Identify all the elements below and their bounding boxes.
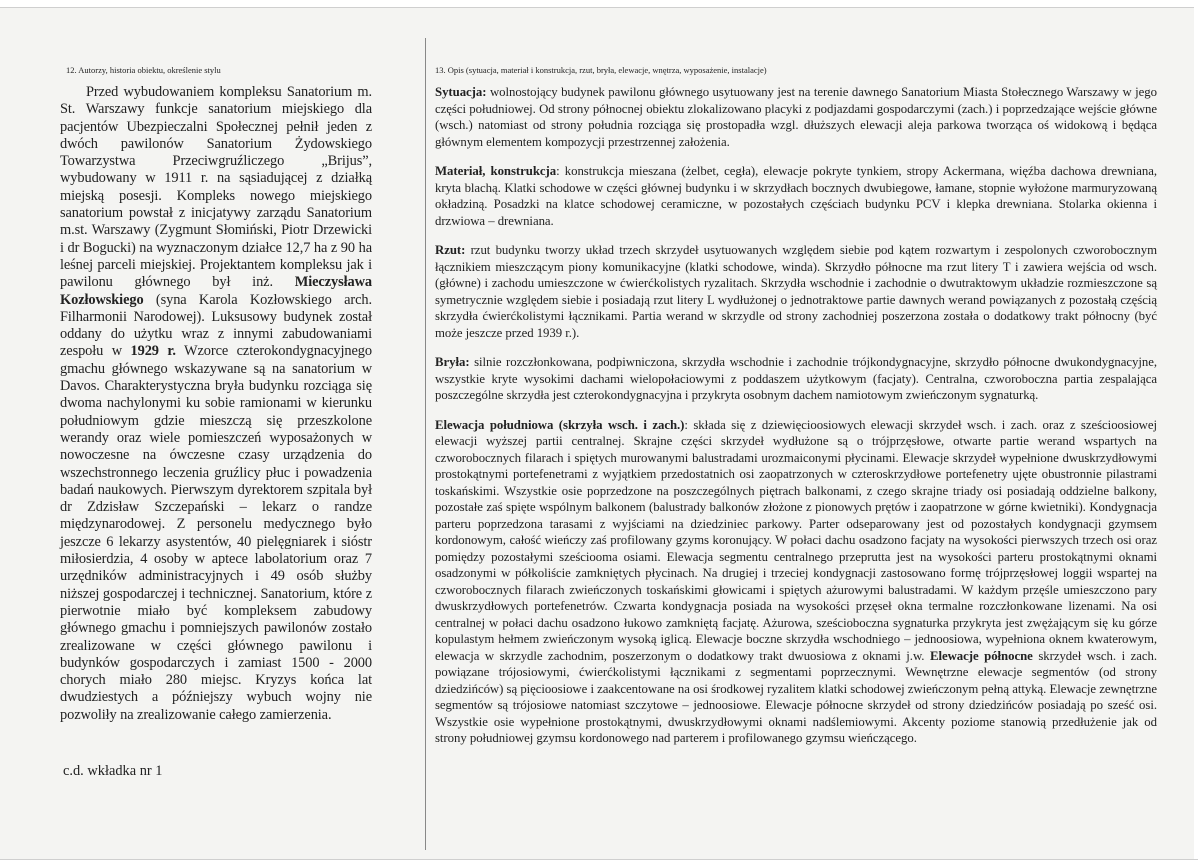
section-13-header: 13. Opis (sytuacja, materiał i konstrukcja, rzut, bryła, elewacje, wnętrza, wyposażenie, instalacje) (435, 65, 767, 75)
bold-text: Sytuacja: (435, 85, 487, 99)
sheet-right-edge (1194, 0, 1198, 865)
text-run: : składa się z dziewięcioosiowych elewacji skrzydeł wsch. i zach. oraz z sześcioosiowej elewacji wyższej partii centralnej. Skrajne części skrzydeł wydłużone są o trójprzęsłowe, otwarte partie werand wspartych na czworobocznych filarach i spiętych murowanymi balustradami urozmaiconymi płycinami. Elewacje skrzydeł wypełnione dwuskrzydłowymi prostokątnymi portefenetrami z wyjątkiem przedostatnich osi zaopatrzonych w czteroskrzydłowe portefenetry ujęte obustronnie pilastrami toskańskimi. Wszystkie osie poprzedzone na poszczególnych piętrach balkonami, z czego skrajne triady osi posiadają oddzielne balkony, pozostałe zaś spięte wspólnym balkonem (balustrady balkonów złożone z pionowych prętów i zaopatrzone w górne kwietniki). Kondygnacja parteru poprzedzona tarasami z wyjściami na dziedziniec parkowy. Parter odseparowany jest od pozostałych kondygnacji gzymsem kordonowym, całość wieńczy zaś profilowany gzyms koronujący. W połaci dachu osadzono facjaty na wysokości pierwszych trzech osi oraz pomiędzy pozostałymi sześciooma osiami. Elewacja segmentu centralnego przeprutta jest na wysokości parteru prostokątnymi oknami osadzonymi w półkoliście zamkniętych płycinach. Na drugiej i trzeciej kondygnacji zastosowano formę trójprzęsłowej loggii wspartej na czworobocznych filarach zwieńczonych toskańskimi głowicami i spiętych ażurowymi balustradami. W każdym przęśle umieszczono pary dwuskrzydłowych portefenetrów. Czwarta kondygnacja posiada na wysokości przęseł okna termalne rozczłonkowane lizenami. Na osi centralnej w połaci dachu osadzono łukowo zamkniętą facjatę. Ażurowa, sześcioboczna sygnaturka przykryta jest zwężającym się ku górze kopulastym hełmem zwieńczonym wysoką iglicą. Elewacje boczne skrzydła wschodniego – jednoosiowa, wypełniona oknem kwaterowym, elewacja w skrzydle zachodnim, poszerzonym o dodatkowy trakt dwuosiowa z oknami j.w. (435, 417, 1157, 663)
text-run: : konstrukcja mieszana (żelbet, cegła), elewacje pokryte tynkiem, stropy Ackermana, więźba dachowa drewniana, kryta blachą. Klatki schodowe w części głównej budynku i w skrzydłach bocznych dwubiegowe, łamane, stopnie wyłożone marmuryzowaną okładziną. Posadzki na klatce schodowej ceramiczne, w pozostałych częściach budynku PCV i klepka drewniana. Stolarka okienna i drzwiowa – drewniana. (435, 164, 1157, 228)
sheet-bottom-edge (0, 859, 1198, 865)
left-column (60, 64, 372, 724)
text-run: Wzorce czterokondygnacyjnego gmachu głównego wskazywane są na sanatorium w Davos. Charakterystyczna bryła budynku rozciąga się dwoma nachylonymi ku sobie ramionami w kierunku południowym gdzie mieszczą się przeszkolone werandy oraz wiele pomieszczeń wyposażonych w nowoczesne na ówczesne czasy urządzenia do wszechstronnego leczenia gruźlicy płuc i powadzenia badań naukowych. Pierwszym dyrektorem szpitala był dr Zdzisław Szczepański – lekarz o randze międzynarodowej. Z personelu medycznego było jeszcze 6 lekarzy asystentów, 40 pielęgniarek i sióstr miłosierdzia, 4 osoby w aptece labolatorium oraz 7 urzędników administracyjnych i 49 osób służby niższej gospodarczej i technicznej. Sanatorium, które z pierwotnie miało być kompleksem zabudowy głównego gmachu i pomniejszych pawilonów zostało zrealizowane w części głównego pawilonu i budynków gospodarczych i zamiast 1500 - 2000 chorych miało 280 miejsc. Kryzys końca lat dwudziestych a późniejszy wybuch wojny nie pozwoliły na zrealizowanie całego zamierzenia. (60, 343, 373, 723)
text-run: skrzydeł wsch. i zach. powiązane trójosiowymi, ćwierćkolistymi łącznikami z segmentami poprzecznymi. Wewnętrzne elewacje segmentów (od strony dziedzińców) są pięcioosiowe i zaakcentowane na osi środkowej ryzalitem klatki schodowej zwieńczonym pełną attyką. Elewacje zewnętrzne segmentów są trójosiowe natomiast szczytowe – jednoosiowe. Elewacje północne skrzydeł od strony dziedzińców posiadają po sześć osi. Wszystkie osie wypełnione prostokątnymi, dwuskrzydłowymi oknami nadślemiowymi. Akcenty poziome stanowią przedłużenie jak od strony południowej gzymsu kordonowego nad parterem i profilowanego gzymsu wieńczącego. (435, 648, 1157, 745)
continuation-note: c.d. wkładka nr 1 (63, 763, 163, 779)
description-paragraph (435, 354, 1157, 404)
right-column (435, 64, 1157, 760)
text-run: Przed wybudowaniem kompleksu Sanatorium m. St. Warszawy funkcje sanatorium miejskiego dla pacjentów Ubezpieczalni Społecznej pełnił jeden z dwóch pawilonów Sanatorium Żydowskiego Towarzystwa Przeciwgruźliczego „Brijus”, wybudowany w 1911 r. na sąsiadującej z działką miejską posesji. Kompleks nowego miejskiego sanatorium powstał z inicjatywy zarządu Sanatorium m.st. Warszawy (Zygmunt Słomiński, Piotr Drzewicki i dr Bogucki) na wyznaczonym działce 12,7 ha z 90 ha leśnej parceli miejskiej. Projektantem kompleksu jak i pawilonu głównego był inż. (60, 84, 372, 291)
bold-text: Elewacja południowa (skrzyła wsch. i zach.) (435, 417, 685, 432)
section-12-header: 12. Autorzy, historia obiektu, określenie stylu (66, 65, 221, 75)
bold-text: Materiał, konstrukcja (435, 164, 557, 178)
text-run: wolnostojący budynek pawilonu głównego usytuowany jest na terenie dawnego Sanatorium Miasta Stołecznego Warszawy w jego części południowej. Od strony północnej obiektu zlokalizowano placyki z podjazdami gospodarczymi (zach.) i poprzedzające wejście główne (wsch.) natomiast od strony południa rozciąga się prostopadła wzgl. dłuższych elewacji aleja parkowa tworząca oś widokową i będąca głównym elementem kompozycji przestrzennej założenia. (435, 85, 1157, 149)
column-divider (425, 38, 426, 850)
description-paragraph (435, 163, 1157, 229)
bold-text: 1929 r. (130, 343, 176, 360)
bold-text: Rzut: (435, 243, 466, 257)
text-run: (syna Karola Kozłowskiego arch. Filharmonii Narodowej). Luksusowy budynek został oddany do użytku wraz z innymi zabudowaniami zespołu w (60, 291, 372, 360)
text-run: silnie rozczłonkowana, podpiwniczona, skrzydła wschodnie i zachodnie trójkondygnacyjne, skrzydło północne dwukondygnacyjne, wszystkie kryte wysokimi dachami wielopołaciowymi z poddaszem użytkowym (facjaty). Centralna, czworoboczna partia zespalająca poszczególne skrzydła jest czterokondygnacyjna i przykryta osobnym dachem namiotowym zwieńczonym sygnaturką. (435, 355, 1157, 402)
section-13-body (435, 84, 1157, 747)
bold-text: Mieczysława Kozłowskiego (60, 274, 372, 308)
sheet-top-edge (0, 0, 1198, 8)
description-paragraph (435, 417, 1157, 747)
bold-text: Elewacje północne (929, 648, 1033, 663)
text-run: rzut budynku tworzy układ trzech skrzydeł usytuowanych względem siebie pod kątem rozwartym i zespolonych czworobocznym łącznikiem mieszczącym piony komunikacyjne (klatki schodowe, winda). Skrzydło północne ma rzut litery T i zawiera wejścia od wsch.(główne) i zachodu umieszczone w ćwierćkolistych ryzalitach. Skrzydła wschodnie i zachodnie o dwutraktowym układzie rozmieszczone są symetrycznie względem siebie i posiadają rzut litery L wydłużonej o jednotraktowe partie dawnych werand powiązanych z pozostałą częścią skrzydła ćwierćkolistymi łącznikami. Partia werand w skrzydle od strony zachodniej poszerzona została o dodatkowy trakt północny (być może jeszcze przed 1939 r.). (435, 243, 1157, 340)
description-paragraph (435, 84, 1157, 150)
section-12-body (60, 84, 372, 724)
bold-text: Bryła: (435, 355, 470, 369)
description-paragraph (435, 242, 1157, 341)
